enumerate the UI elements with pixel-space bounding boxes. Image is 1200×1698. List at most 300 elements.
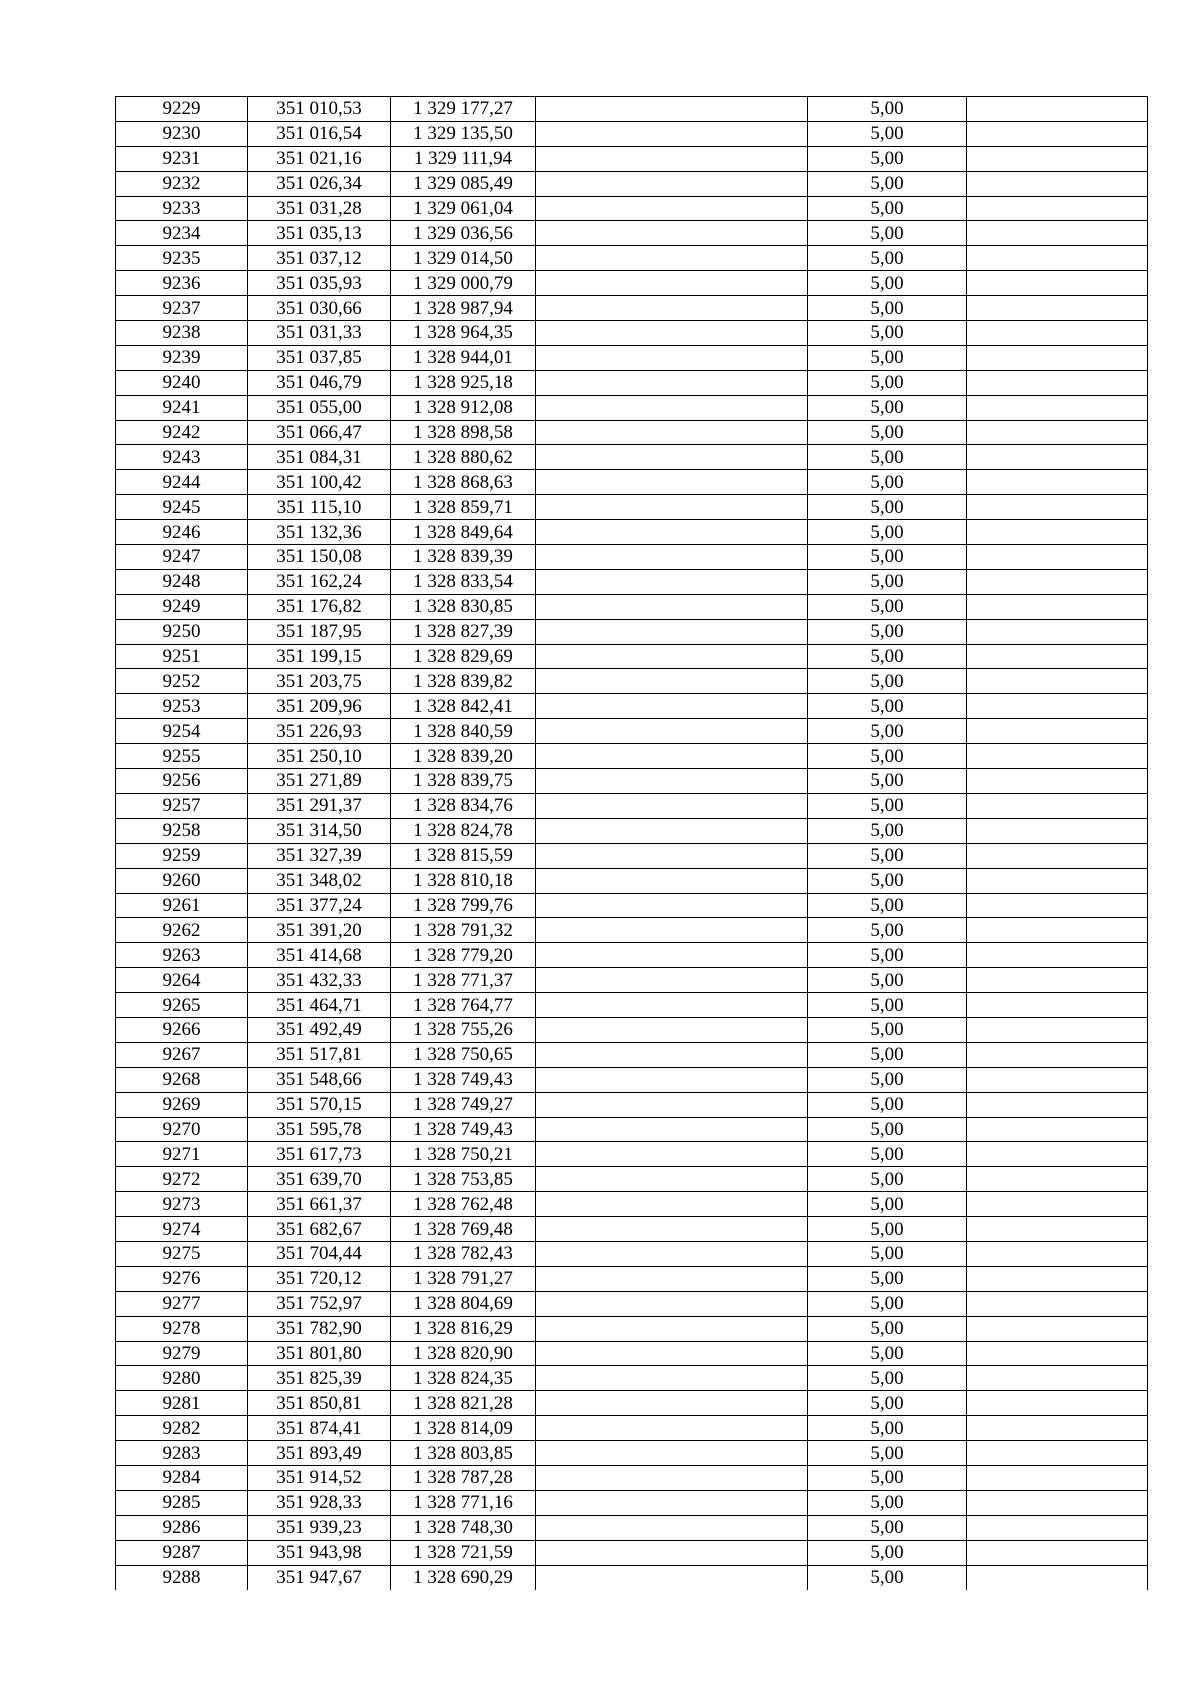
- value-cell: 5,00: [808, 1342, 967, 1366]
- empty-cell: [536, 1441, 808, 1465]
- x-coordinate-cell: 351 570,15: [248, 1093, 391, 1117]
- extra-cell: [967, 1217, 1147, 1241]
- extra-cell: [967, 1068, 1147, 1092]
- value-cell: 5,00: [808, 993, 967, 1017]
- table-row: [116, 645, 1147, 670]
- value-cell: 5,00: [808, 520, 967, 544]
- table-row: [116, 1342, 1147, 1367]
- empty-cell: [536, 470, 808, 494]
- extra-cell: [967, 794, 1147, 818]
- point-number-cell: 9232: [116, 172, 248, 196]
- value-cell: 5,00: [808, 943, 967, 967]
- y-coordinate-cell: 1 328 750,21: [391, 1142, 536, 1166]
- table-row: [116, 1167, 1147, 1192]
- value-cell: 5,00: [808, 794, 967, 818]
- x-coordinate-cell: 351 704,44: [248, 1242, 391, 1266]
- point-number-cell: 9249: [116, 595, 248, 619]
- extra-cell: [967, 1541, 1147, 1565]
- point-number-cell: 9235: [116, 246, 248, 270]
- value-cell: 5,00: [808, 1167, 967, 1191]
- empty-cell: [536, 147, 808, 171]
- y-coordinate-cell: 1 328 750,65: [391, 1043, 536, 1067]
- table-row: [116, 1466, 1147, 1491]
- x-coordinate-cell: 351 055,00: [248, 396, 391, 420]
- x-coordinate-cell: 351 874,41: [248, 1416, 391, 1440]
- value-cell: 5,00: [808, 769, 967, 793]
- table-row: [116, 1366, 1147, 1391]
- point-number-cell: 9259: [116, 844, 248, 868]
- table-row: [116, 1093, 1147, 1118]
- table-row: [116, 794, 1147, 819]
- extra-cell: [967, 296, 1147, 320]
- x-coordinate-cell: 351 492,49: [248, 1018, 391, 1042]
- value-cell: 5,00: [808, 421, 967, 445]
- x-coordinate-cell: 351 720,12: [248, 1267, 391, 1291]
- table-row: [116, 1043, 1147, 1068]
- empty-cell: [536, 1142, 808, 1166]
- y-coordinate-cell: 1 328 839,39: [391, 545, 536, 569]
- empty-cell: [536, 545, 808, 569]
- x-coordinate-cell: 351 021,16: [248, 147, 391, 171]
- point-number-cell: 9250: [116, 620, 248, 644]
- extra-cell: [967, 97, 1147, 121]
- y-coordinate-cell: 1 328 880,62: [391, 445, 536, 469]
- extra-cell: [967, 1491, 1147, 1515]
- point-number-cell: 9251: [116, 645, 248, 669]
- extra-cell: [967, 271, 1147, 295]
- point-number-cell: 9240: [116, 371, 248, 395]
- empty-cell: [536, 894, 808, 918]
- empty-cell: [536, 819, 808, 843]
- value-cell: 5,00: [808, 147, 967, 171]
- extra-cell: [967, 346, 1147, 370]
- point-number-cell: 9275: [116, 1242, 248, 1266]
- extra-cell: [967, 445, 1147, 469]
- value-cell: 5,00: [808, 1093, 967, 1117]
- empty-cell: [536, 1242, 808, 1266]
- table-row: [116, 1317, 1147, 1342]
- point-number-cell: 9243: [116, 445, 248, 469]
- empty-cell: [536, 445, 808, 469]
- table-row: [116, 993, 1147, 1018]
- table-row: [116, 445, 1147, 470]
- extra-cell: [967, 1292, 1147, 1316]
- x-coordinate-cell: 351 100,42: [248, 470, 391, 494]
- y-coordinate-cell: 1 328 769,48: [391, 1217, 536, 1241]
- point-number-cell: 9246: [116, 520, 248, 544]
- value-cell: 5,00: [808, 1491, 967, 1515]
- point-number-cell: 9260: [116, 869, 248, 893]
- table-row: [116, 1068, 1147, 1093]
- y-coordinate-cell: 1 328 755,26: [391, 1018, 536, 1042]
- x-coordinate-cell: 351 661,37: [248, 1192, 391, 1216]
- x-coordinate-cell: 351 084,31: [248, 445, 391, 469]
- extra-cell: [967, 1391, 1147, 1415]
- x-coordinate-cell: 351 010,53: [248, 97, 391, 121]
- table-row: [116, 595, 1147, 620]
- empty-cell: [536, 97, 808, 121]
- extra-cell: [967, 147, 1147, 171]
- y-coordinate-cell: 1 329 177,27: [391, 97, 536, 121]
- x-coordinate-cell: 351 548,66: [248, 1068, 391, 1092]
- point-number-cell: 9286: [116, 1516, 248, 1540]
- empty-cell: [536, 1366, 808, 1390]
- value-cell: 5,00: [808, 968, 967, 992]
- y-coordinate-cell: 1 328 868,63: [391, 470, 536, 494]
- point-number-cell: 9279: [116, 1342, 248, 1366]
- empty-cell: [536, 1342, 808, 1366]
- empty-cell: [536, 172, 808, 196]
- x-coordinate-cell: 351 026,34: [248, 172, 391, 196]
- y-coordinate-cell: 1 328 821,28: [391, 1391, 536, 1415]
- x-coordinate-cell: 351 314,50: [248, 819, 391, 843]
- table-row: [116, 246, 1147, 271]
- extra-cell: [967, 744, 1147, 768]
- extra-cell: [967, 396, 1147, 420]
- x-coordinate-cell: 351 271,89: [248, 769, 391, 793]
- x-coordinate-cell: 351 209,96: [248, 694, 391, 718]
- point-number-cell: 9241: [116, 396, 248, 420]
- y-coordinate-cell: 1 328 944,01: [391, 346, 536, 370]
- point-number-cell: 9234: [116, 221, 248, 245]
- y-coordinate-cell: 1 328 842,41: [391, 694, 536, 718]
- value-cell: 5,00: [808, 1516, 967, 1540]
- empty-cell: [536, 371, 808, 395]
- y-coordinate-cell: 1 328 815,59: [391, 844, 536, 868]
- extra-cell: [967, 645, 1147, 669]
- y-coordinate-cell: 1 328 824,78: [391, 819, 536, 843]
- value-cell: 5,00: [808, 445, 967, 469]
- value-cell: 5,00: [808, 819, 967, 843]
- value-cell: 5,00: [808, 296, 967, 320]
- empty-cell: [536, 645, 808, 669]
- y-coordinate-cell: 1 328 782,43: [391, 1242, 536, 1266]
- y-coordinate-cell: 1 328 721,59: [391, 1541, 536, 1565]
- x-coordinate-cell: 351 226,93: [248, 719, 391, 743]
- table-row: [116, 894, 1147, 919]
- empty-cell: [536, 421, 808, 445]
- point-number-cell: 9281: [116, 1391, 248, 1415]
- table-row: [116, 1416, 1147, 1441]
- empty-cell: [536, 1416, 808, 1440]
- x-coordinate-cell: 351 037,85: [248, 346, 391, 370]
- value-cell: 5,00: [808, 1018, 967, 1042]
- table-row: [116, 520, 1147, 545]
- point-number-cell: 9258: [116, 819, 248, 843]
- extra-cell: [967, 470, 1147, 494]
- x-coordinate-cell: 351 176,82: [248, 595, 391, 619]
- point-number-cell: 9247: [116, 545, 248, 569]
- empty-cell: [536, 620, 808, 644]
- x-coordinate-cell: 351 928,33: [248, 1491, 391, 1515]
- point-number-cell: 9274: [116, 1217, 248, 1241]
- point-number-cell: 9278: [116, 1317, 248, 1341]
- extra-cell: [967, 570, 1147, 594]
- table-row: [116, 1292, 1147, 1317]
- table-row: [116, 371, 1147, 396]
- value-cell: 5,00: [808, 1416, 967, 1440]
- y-coordinate-cell: 1 328 787,28: [391, 1466, 536, 1490]
- y-coordinate-cell: 1 328 810,18: [391, 869, 536, 893]
- empty-cell: [536, 122, 808, 146]
- x-coordinate-cell: 351 035,93: [248, 271, 391, 295]
- value-cell: 5,00: [808, 620, 967, 644]
- extra-cell: [967, 1441, 1147, 1465]
- extra-cell: [967, 1043, 1147, 1067]
- value-cell: 5,00: [808, 495, 967, 519]
- value-cell: 5,00: [808, 321, 967, 345]
- y-coordinate-cell: 1 328 964,35: [391, 321, 536, 345]
- value-cell: 5,00: [808, 1317, 967, 1341]
- x-coordinate-cell: 351 031,33: [248, 321, 391, 345]
- table-row: [116, 844, 1147, 869]
- point-number-cell: 9285: [116, 1491, 248, 1515]
- value-cell: 5,00: [808, 246, 967, 270]
- x-coordinate-cell: 351 377,24: [248, 894, 391, 918]
- empty-cell: [536, 1516, 808, 1540]
- point-number-cell: 9269: [116, 1093, 248, 1117]
- y-coordinate-cell: 1 328 814,09: [391, 1416, 536, 1440]
- value-cell: 5,00: [808, 1566, 967, 1591]
- y-coordinate-cell: 1 328 749,43: [391, 1118, 536, 1142]
- empty-cell: [536, 396, 808, 420]
- empty-cell: [536, 1018, 808, 1042]
- x-coordinate-cell: 351 893,49: [248, 1441, 391, 1465]
- point-number-cell: 9283: [116, 1441, 248, 1465]
- coordinates-table: [115, 96, 1148, 1590]
- point-number-cell: 9271: [116, 1142, 248, 1166]
- point-number-cell: 9257: [116, 794, 248, 818]
- empty-cell: [536, 246, 808, 270]
- y-coordinate-cell: 1 328 834,76: [391, 794, 536, 818]
- table-row: [116, 943, 1147, 968]
- point-number-cell: 9238: [116, 321, 248, 345]
- table-row: [116, 1491, 1147, 1516]
- extra-cell: [967, 595, 1147, 619]
- table-row: [116, 97, 1147, 122]
- y-coordinate-cell: 1 328 804,69: [391, 1292, 536, 1316]
- table-row: [116, 1441, 1147, 1466]
- point-number-cell: 9256: [116, 769, 248, 793]
- point-number-cell: 9280: [116, 1366, 248, 1390]
- table-row: [116, 570, 1147, 595]
- empty-cell: [536, 918, 808, 942]
- empty-cell: [536, 1292, 808, 1316]
- y-coordinate-cell: 1 328 749,43: [391, 1068, 536, 1092]
- empty-cell: [536, 495, 808, 519]
- point-number-cell: 9252: [116, 669, 248, 693]
- extra-cell: [967, 894, 1147, 918]
- extra-cell: [967, 918, 1147, 942]
- y-coordinate-cell: 1 329 111,94: [391, 147, 536, 171]
- extra-cell: [967, 1093, 1147, 1117]
- value-cell: 5,00: [808, 1068, 967, 1092]
- point-number-cell: 9242: [116, 421, 248, 445]
- value-cell: 5,00: [808, 645, 967, 669]
- x-coordinate-cell: 351 682,67: [248, 1217, 391, 1241]
- value-cell: 5,00: [808, 1118, 967, 1142]
- empty-cell: [536, 346, 808, 370]
- y-coordinate-cell: 1 328 799,76: [391, 894, 536, 918]
- y-coordinate-cell: 1 328 771,16: [391, 1491, 536, 1515]
- table-row: [116, 744, 1147, 769]
- value-cell: 5,00: [808, 1267, 967, 1291]
- point-number-cell: 9272: [116, 1167, 248, 1191]
- point-number-cell: 9276: [116, 1267, 248, 1291]
- extra-cell: [967, 1342, 1147, 1366]
- table-row: [116, 1142, 1147, 1167]
- empty-cell: [536, 570, 808, 594]
- extra-cell: [967, 1317, 1147, 1341]
- extra-cell: [967, 694, 1147, 718]
- value-cell: 5,00: [808, 1292, 967, 1316]
- extra-cell: [967, 1167, 1147, 1191]
- point-number-cell: 9265: [116, 993, 248, 1017]
- table-row: [116, 1242, 1147, 1267]
- empty-cell: [536, 1118, 808, 1142]
- value-cell: 5,00: [808, 1192, 967, 1216]
- empty-cell: [536, 1192, 808, 1216]
- extra-cell: [967, 495, 1147, 519]
- value-cell: 5,00: [808, 1441, 967, 1465]
- y-coordinate-cell: 1 329 085,49: [391, 172, 536, 196]
- extra-cell: [967, 246, 1147, 270]
- y-coordinate-cell: 1 328 925,18: [391, 371, 536, 395]
- point-number-cell: 9254: [116, 719, 248, 743]
- value-cell: 5,00: [808, 1391, 967, 1415]
- y-coordinate-cell: 1 328 816,29: [391, 1317, 536, 1341]
- y-coordinate-cell: 1 328 690,29: [391, 1566, 536, 1591]
- point-number-cell: 9264: [116, 968, 248, 992]
- extra-cell: [967, 197, 1147, 221]
- empty-cell: [536, 271, 808, 295]
- x-coordinate-cell: 351 939,23: [248, 1516, 391, 1540]
- value-cell: 5,00: [808, 122, 967, 146]
- table-row: [116, 968, 1147, 993]
- table-row: [116, 694, 1147, 719]
- point-number-cell: 9282: [116, 1416, 248, 1440]
- empty-cell: [536, 869, 808, 893]
- x-coordinate-cell: 351 016,54: [248, 122, 391, 146]
- x-coordinate-cell: 351 291,37: [248, 794, 391, 818]
- x-coordinate-cell: 351 825,39: [248, 1366, 391, 1390]
- extra-cell: [967, 1566, 1147, 1591]
- table-row: [116, 620, 1147, 645]
- table-row: [116, 1192, 1147, 1217]
- point-number-cell: 9268: [116, 1068, 248, 1092]
- empty-cell: [536, 1068, 808, 1092]
- table-row: [116, 197, 1147, 222]
- point-number-cell: 9231: [116, 147, 248, 171]
- x-coordinate-cell: 351 030,66: [248, 296, 391, 320]
- empty-cell: [536, 744, 808, 768]
- y-coordinate-cell: 1 328 833,54: [391, 570, 536, 594]
- x-coordinate-cell: 351 187,95: [248, 620, 391, 644]
- extra-cell: [967, 1366, 1147, 1390]
- table-row: [116, 769, 1147, 794]
- point-number-cell: 9284: [116, 1466, 248, 1490]
- point-number-cell: 9287: [116, 1541, 248, 1565]
- value-cell: 5,00: [808, 694, 967, 718]
- table-row: [116, 221, 1147, 246]
- point-number-cell: 9253: [116, 694, 248, 718]
- table-row: [116, 271, 1147, 296]
- x-coordinate-cell: 351 782,90: [248, 1317, 391, 1341]
- value-cell: 5,00: [808, 1043, 967, 1067]
- extra-cell: [967, 968, 1147, 992]
- empty-cell: [536, 321, 808, 345]
- x-coordinate-cell: 351 414,68: [248, 943, 391, 967]
- point-number-cell: 9245: [116, 495, 248, 519]
- extra-cell: [967, 1267, 1147, 1291]
- y-coordinate-cell: 1 329 014,50: [391, 246, 536, 270]
- extra-cell: [967, 122, 1147, 146]
- value-cell: 5,00: [808, 1242, 967, 1266]
- value-cell: 5,00: [808, 97, 967, 121]
- extra-cell: [967, 545, 1147, 569]
- table-row: [116, 1267, 1147, 1292]
- point-number-cell: 9229: [116, 97, 248, 121]
- empty-cell: [536, 1541, 808, 1565]
- y-coordinate-cell: 1 328 824,35: [391, 1366, 536, 1390]
- value-cell: 5,00: [808, 470, 967, 494]
- y-coordinate-cell: 1 328 764,77: [391, 993, 536, 1017]
- y-coordinate-cell: 1 329 135,50: [391, 122, 536, 146]
- value-cell: 5,00: [808, 1541, 967, 1565]
- point-number-cell: 9230: [116, 122, 248, 146]
- extra-cell: [967, 1466, 1147, 1490]
- y-coordinate-cell: 1 328 791,32: [391, 918, 536, 942]
- empty-cell: [536, 1566, 808, 1591]
- table-row: [116, 1391, 1147, 1416]
- empty-cell: [536, 1466, 808, 1490]
- y-coordinate-cell: 1 328 748,30: [391, 1516, 536, 1540]
- y-coordinate-cell: 1 328 840,59: [391, 719, 536, 743]
- y-coordinate-cell: 1 328 859,71: [391, 495, 536, 519]
- x-coordinate-cell: 351 046,79: [248, 371, 391, 395]
- empty-cell: [536, 993, 808, 1017]
- x-coordinate-cell: 351 391,20: [248, 918, 391, 942]
- empty-cell: [536, 1267, 808, 1291]
- table-row: [116, 321, 1147, 346]
- point-number-cell: 9266: [116, 1018, 248, 1042]
- extra-cell: [967, 669, 1147, 693]
- table-row: [116, 1118, 1147, 1143]
- extra-cell: [967, 1516, 1147, 1540]
- empty-cell: [536, 694, 808, 718]
- point-number-cell: 9236: [116, 271, 248, 295]
- x-coordinate-cell: 351 517,81: [248, 1043, 391, 1067]
- y-coordinate-cell: 1 328 839,20: [391, 744, 536, 768]
- empty-cell: [536, 794, 808, 818]
- x-coordinate-cell: 351 595,78: [248, 1118, 391, 1142]
- value-cell: 5,00: [808, 396, 967, 420]
- x-coordinate-cell: 351 752,97: [248, 1292, 391, 1316]
- x-coordinate-cell: 351 850,81: [248, 1391, 391, 1415]
- value-cell: 5,00: [808, 918, 967, 942]
- extra-cell: [967, 844, 1147, 868]
- x-coordinate-cell: 351 115,10: [248, 495, 391, 519]
- value-cell: 5,00: [808, 172, 967, 196]
- extra-cell: [967, 943, 1147, 967]
- x-coordinate-cell: 351 150,08: [248, 545, 391, 569]
- extra-cell: [967, 1018, 1147, 1042]
- x-coordinate-cell: 351 327,39: [248, 844, 391, 868]
- x-coordinate-cell: 351 348,02: [248, 869, 391, 893]
- x-coordinate-cell: 351 639,70: [248, 1167, 391, 1191]
- empty-cell: [536, 1491, 808, 1515]
- empty-cell: [536, 296, 808, 320]
